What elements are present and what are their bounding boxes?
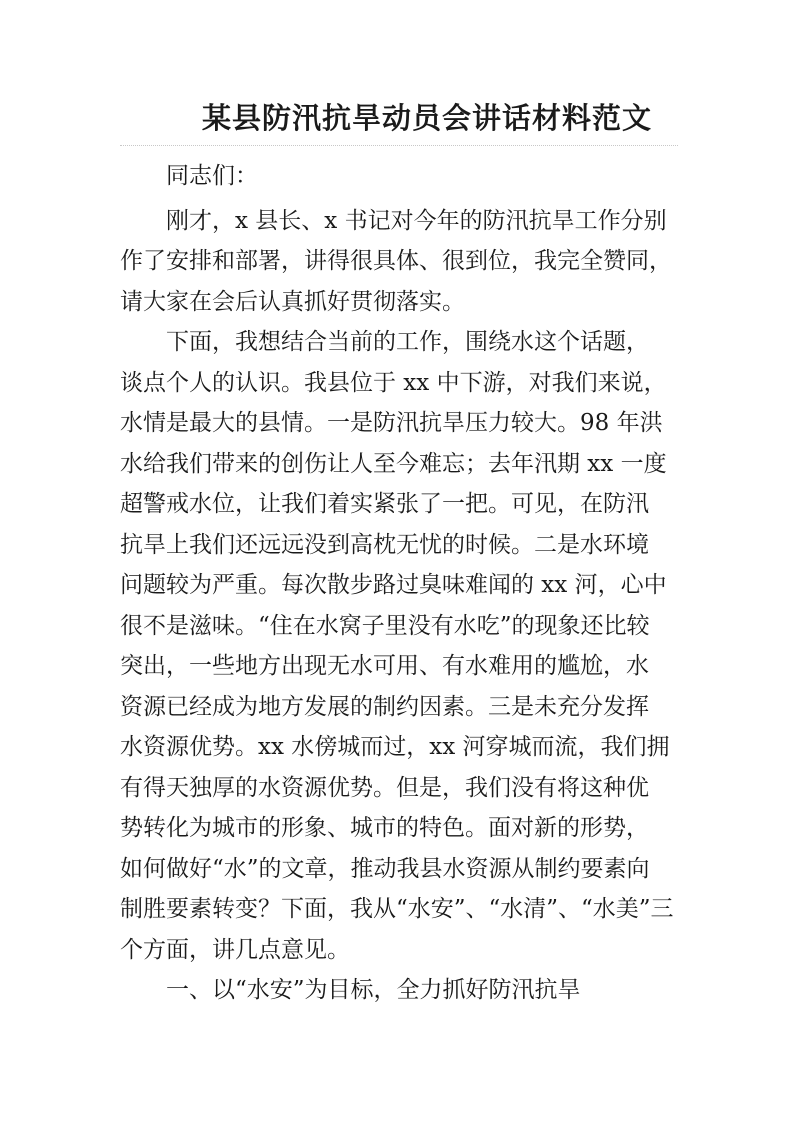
- text-line: 谈点个人的认识。我县位于 xx 中下游，对我们来说，: [120, 369, 667, 396]
- text-line: 势转化为城市的形象、城市的特色。面对新的形势，: [120, 815, 649, 841]
- text-line: 有得天独厚的水资源优势。但是，我们没有将这种优: [120, 774, 649, 801]
- text-line: 水资源优势。xx 水傍城而过，xx 河穿城而流，我们拥: [120, 734, 670, 760]
- paragraph-lines: [120, 201, 700, 1011]
- text-line: 刚才，x 县长、x 书记对今年的防汛抗旱工作分别: [166, 207, 667, 234]
- text-line: 作了安排和部署，讲得很具体、很到位，我完全赞同，: [120, 248, 672, 274]
- text-line: 突出，一些地方出现无水可用、有水难用的尴尬，水: [120, 653, 649, 679]
- text-line: 制胜要素转变？下面，我从“水安”、“水清”、“水美”三: [120, 896, 674, 922]
- salutation: 同志们：: [166, 163, 258, 189]
- text-line: 问题较为严重。每次散步路过臭味难闻的 xx 河，心中: [120, 572, 667, 598]
- title-divider: [120, 145, 678, 146]
- text-line: 水给我们带来的创伤让人至今难忘；去年汛期 xx 一度: [120, 450, 667, 477]
- document-body: [120, 156, 700, 1011]
- text-line: 下面，我想结合当前的工作，围绕水这个话题，: [166, 329, 649, 355]
- text-line: 资源已经成为地方发展的制约因素。三是未充分发挥: [120, 693, 649, 720]
- document-title: 某县防汛抗旱动员会讲话材料范文: [201, 101, 652, 135]
- text-line: 个方面，讲几点意见。: [120, 936, 350, 963]
- text-line: 超警戒水位，让我们着实紧张了一把。可见，在防汛: [120, 491, 649, 517]
- text-line: 一、以“水安”为目标，全力抓好防汛抗旱: [166, 977, 581, 1003]
- text-line: 水情是最大的县情。一是防汛抗旱压力较大。98 年洪: [120, 410, 663, 436]
- text-line: 抗旱上我们还远远没到高枕无忧的时候。二是水环境: [120, 531, 649, 558]
- text-line: 很不是滋味。“住在水窝子里没有水吃”的现象还比较: [120, 612, 650, 639]
- text-line: 如何做好“水”的文章，推动我县水资源从制约要素向: [120, 855, 650, 882]
- text-line: 请大家在会后认真抓好贯彻落实。: [120, 288, 465, 315]
